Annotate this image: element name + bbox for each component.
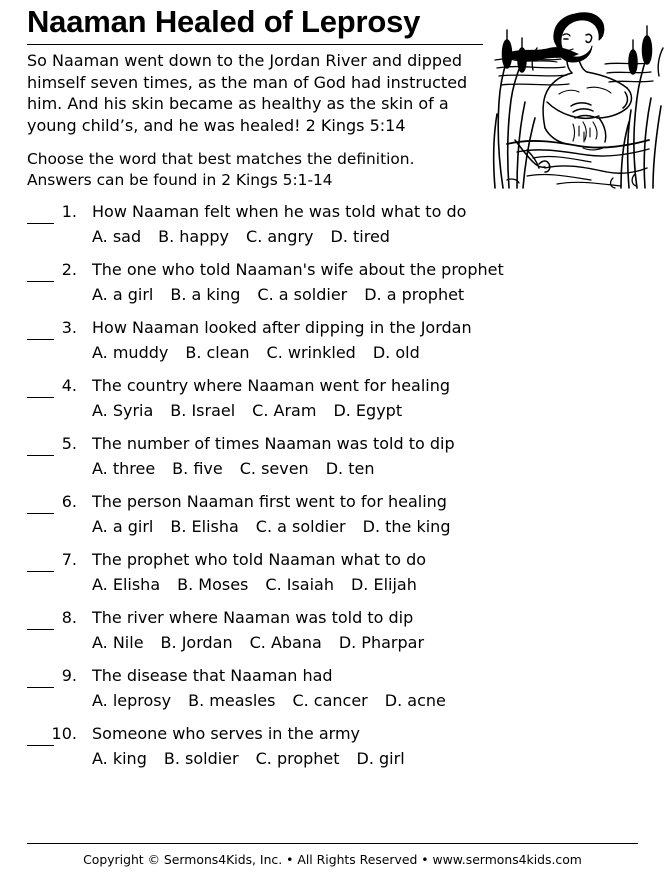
option-a[interactable]: A. king xyxy=(92,749,147,768)
question-text: Someone who serves in the army xyxy=(92,724,360,743)
question-text: The prophet who told Naaman what to do xyxy=(92,550,427,569)
question-item xyxy=(0,548,665,606)
option-c[interactable]: C. a soldier xyxy=(255,517,346,536)
option-d[interactable]: D. Pharpar xyxy=(338,633,425,652)
option-b[interactable]: B. Moses xyxy=(177,575,249,594)
question-text: How Naaman looked after dipping in the Jordan xyxy=(92,318,472,337)
option-b[interactable]: B. clean xyxy=(185,343,250,362)
question-number: 5. xyxy=(61,434,77,453)
question-text: The one who told Naaman's wife about the prophet xyxy=(92,260,504,279)
question-number: 3. xyxy=(61,318,77,337)
question-options xyxy=(92,689,446,713)
option-b[interactable]: B. Israel xyxy=(170,401,236,420)
option-d[interactable]: D. ten xyxy=(325,459,375,478)
option-d[interactable]: D. Elijah xyxy=(350,575,417,594)
question-item xyxy=(0,432,665,490)
question-number: 2. xyxy=(61,260,77,279)
question-item xyxy=(0,316,665,374)
option-d[interactable]: D. acne xyxy=(384,691,446,710)
option-d[interactable]: D. Egypt xyxy=(333,401,403,420)
question-item xyxy=(0,490,665,548)
option-b[interactable]: B. soldier xyxy=(163,749,239,768)
question-text: How Naaman felt when he was told what to do xyxy=(92,202,467,221)
question-number: 1. xyxy=(61,202,77,221)
question-text: The disease that Naaman had xyxy=(92,666,333,685)
option-b[interactable]: B. happy xyxy=(158,227,230,246)
question-item xyxy=(0,664,665,722)
question-options xyxy=(92,573,417,597)
question-options xyxy=(92,631,424,655)
question-options xyxy=(92,515,450,539)
option-a[interactable]: A. three xyxy=(92,459,156,478)
question-options xyxy=(92,341,420,365)
option-d[interactable]: D. a prophet xyxy=(364,285,465,304)
question-number: 6. xyxy=(61,492,77,511)
worksheet-header xyxy=(27,4,485,191)
question-text: The river where Naaman was told to dip xyxy=(92,608,414,627)
option-a[interactable]: A. a girl xyxy=(92,285,154,304)
option-c[interactable]: C. a soldier xyxy=(257,285,348,304)
question-options xyxy=(92,399,402,423)
footer-divider xyxy=(27,843,638,844)
option-b[interactable]: B. Jordan xyxy=(160,633,233,652)
question-options xyxy=(92,225,390,249)
question-number: 10. xyxy=(51,724,77,743)
question-item xyxy=(0,606,665,664)
page-footer xyxy=(27,843,638,869)
instructions xyxy=(27,149,479,191)
option-c[interactable]: C. wrinkled xyxy=(266,343,356,362)
question-number: 9. xyxy=(61,666,77,685)
question-text: The number of times Naaman was told to dip xyxy=(92,434,455,453)
option-c[interactable]: C. Abana xyxy=(249,633,322,652)
option-a[interactable]: A. Syria xyxy=(92,401,154,420)
option-a[interactable]: A. Elisha xyxy=(92,575,161,594)
option-a[interactable]: A. muddy xyxy=(92,343,169,362)
option-c[interactable]: C. Isaiah xyxy=(265,575,334,594)
option-c[interactable]: C. Aram xyxy=(252,401,317,420)
option-c[interactable]: C. cancer xyxy=(292,691,368,710)
option-d[interactable]: D. girl xyxy=(356,749,405,768)
question-item xyxy=(0,374,665,432)
option-d[interactable]: D. tired xyxy=(330,227,390,246)
question-number: 8. xyxy=(61,608,77,627)
option-a[interactable]: A. sad xyxy=(92,227,142,246)
question-item xyxy=(0,722,665,780)
scripture-verse: So Naaman went down to the Jordan River and dipped himself seven times, as the man of God had instructed him. And his skin became as healthy as the skin of a young child’s, and he was healed! 2 Kings 5:14 xyxy=(27,51,468,135)
option-b[interactable]: B. five xyxy=(172,459,223,478)
copyright-text: Copyright © Sermons4Kids, Inc. • All Rights Reserved • www.sermons4kids.com xyxy=(83,852,582,867)
question-number: 4. xyxy=(61,376,77,395)
option-c[interactable]: C. prophet xyxy=(255,749,340,768)
instructions-line-1: Choose the word that best matches the definition. xyxy=(27,150,415,168)
question-item xyxy=(0,258,665,316)
naaman-bathing-illustration xyxy=(487,2,665,190)
option-b[interactable]: B. Elisha xyxy=(170,517,239,536)
option-d[interactable]: D. the king xyxy=(362,517,451,536)
instructions-line-2: Answers can be found in 2 Kings 5:1-14 xyxy=(27,171,333,189)
question-options xyxy=(92,747,405,771)
option-d[interactable]: D. old xyxy=(372,343,420,362)
option-c[interactable]: C. seven xyxy=(239,459,309,478)
option-a[interactable]: A. leprosy xyxy=(92,691,172,710)
question-item xyxy=(0,200,665,258)
option-c[interactable]: C. angry xyxy=(246,227,314,246)
question-options xyxy=(92,457,374,481)
option-b[interactable]: B. measles xyxy=(188,691,276,710)
option-a[interactable]: A. Nile xyxy=(92,633,144,652)
question-list xyxy=(0,200,665,780)
title-divider xyxy=(27,44,483,45)
question-options xyxy=(92,283,464,307)
question-number: 7. xyxy=(61,550,77,569)
page-title: Naaman Healed of Leprosy xyxy=(27,4,421,39)
option-b[interactable]: B. a king xyxy=(170,285,241,304)
question-text: The country where Naaman went for healing xyxy=(92,376,451,395)
question-text: The person Naaman first went to for healing xyxy=(92,492,447,511)
option-a[interactable]: A. a girl xyxy=(92,517,154,536)
